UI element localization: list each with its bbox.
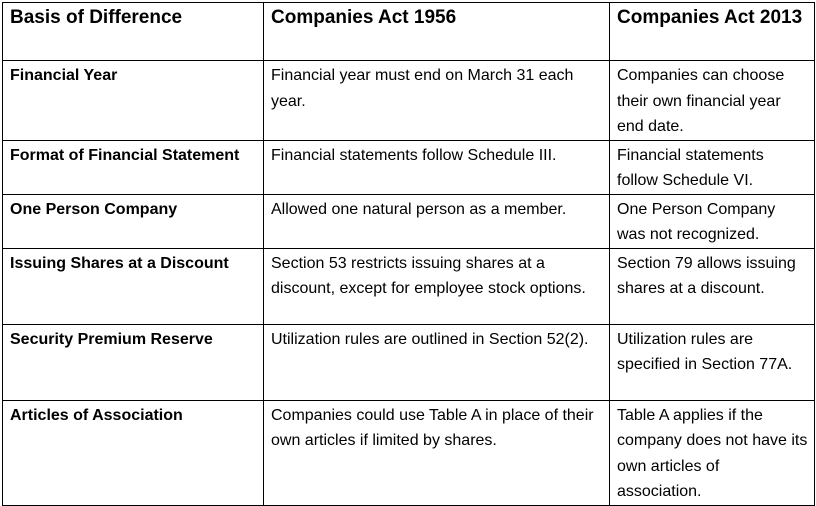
header-row <box>3 3 815 61</box>
row-act-2013: Table A applies if the company does not have its own articles of association. <box>610 400 815 505</box>
table-row <box>3 194 815 248</box>
comparison-table <box>2 2 815 506</box>
table-row <box>3 61 815 141</box>
row-act-2013: Utilization rules are specified in Section 77A. <box>610 324 815 400</box>
header-act-1956: Companies Act 1956 <box>264 3 610 61</box>
row-act-2013: Companies can choose their own financial year end date. <box>610 61 815 141</box>
header-act-2013: Companies Act 2013 <box>610 3 815 61</box>
row-basis: Issuing Shares at a Discount <box>3 248 264 324</box>
table-row <box>3 140 815 194</box>
table-row <box>3 400 815 505</box>
row-act-1956: Allowed one natural person as a member. <box>264 194 610 248</box>
row-basis: Articles of Association <box>3 400 264 505</box>
row-act-1956: Financial statements follow Schedule III. <box>264 140 610 194</box>
row-act-1956: Financial year must end on March 31 each year. <box>264 61 610 141</box>
row-basis: Format of Financial Statement <box>3 140 264 194</box>
row-act-2013: Financial statements follow Schedule VI. <box>610 140 815 194</box>
row-basis: Security Premium Reserve <box>3 324 264 400</box>
row-act-1956: Utilization rules are outlined in Section 52(2). <box>264 324 610 400</box>
row-basis: One Person Company <box>3 194 264 248</box>
row-basis: Financial Year <box>3 61 264 141</box>
header-basis: Basis of Difference <box>3 3 264 61</box>
row-act-2013: Section 79 allows issuing shares at a discount. <box>610 248 815 324</box>
row-act-2013: One Person Company was not recognized. <box>610 194 815 248</box>
row-act-1956: Companies could use Table A in place of their own articles if limited by shares. <box>264 400 610 505</box>
row-act-1956: Section 53 restricts issuing shares at a discount, except for employee stock options. <box>264 248 610 324</box>
table-row <box>3 248 815 324</box>
table-row <box>3 324 815 400</box>
